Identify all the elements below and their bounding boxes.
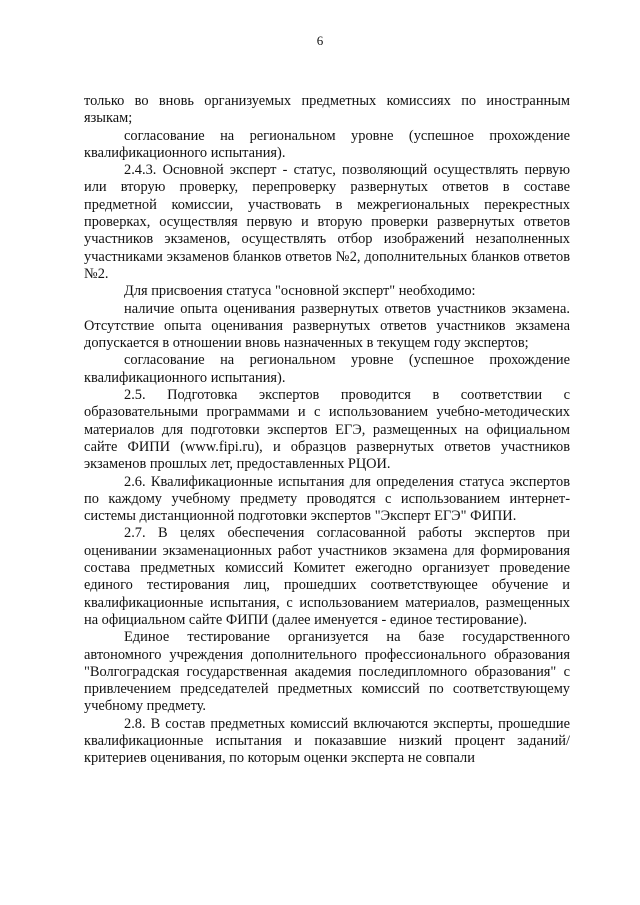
paragraph: 2.8. В состав предметных комиссий включаются эксперты, прошедшие квалификационные испытания и показавшие низкий процент заданий/критериев оценивания, по которым оценки эксперта не совпали — [84, 715, 570, 767]
paragraph: только во вновь организуемых предметных комиссиях по иностранным языкам; — [84, 93, 570, 127]
body-text — [84, 93, 570, 768]
paragraph: Для присвоения статуса "основной эксперт" необходимо: — [124, 283, 476, 300]
paragraph: 2.6. Квалификационные испытания для определения статуса экспертов по каждому учебному предмету проводятся с использованием интернет-системы дистанционной подготовки экспертов "Эксперт ЕГЭ" ФИПИ. — [84, 473, 570, 525]
page-number: 6 — [316, 33, 324, 48]
paragraph: наличие опыта оценивания развернутых ответов участников экзамена. Отсутствие опыта оценивания развернутых ответов участников экзамена допускается в отношении вновь назначенных в текущем году экспертов; — [84, 300, 570, 352]
paragraph: Единое тестирование организуется на базе государственного автономного учреждения дополнительного профессионального образования "Волгоградская государственная академия последипломного образования" с привлечением председателей предметных комиссий по соответствующему учебному предмету. — [84, 629, 570, 715]
paragraph: согласование на региональном уровне (успешное прохождение квалификационного испытания). — [84, 127, 570, 161]
paragraph: согласование на региональном уровне (успешное прохождение квалификационного испытания). — [84, 352, 570, 386]
paragraph: 2.7. В целях обеспечения согласованной работы экспертов при оценивании экзаменационных работ участников экзамена для формирования состава предметных комиссий Комитет ежегодно организует проведение единого тестирования лиц, прошедших соответствующее обучение и квалификационные испытания, с использованием материалов, размещенных на официальном сайте ФИПИ (далее именуется - единое тестирование). — [84, 525, 570, 628]
paragraph: 2.4.3. Основной эксперт - статус, позволяющий осуществлять первую или вторую проверку, перепроверку развернутых ответов в составе предметной комиссии, участвовать в межрегиональных перекрестных проверках, осуществляя первую и вторую проверки развернутых ответов участников экзаменов, осуществлять отбор изображений незаполненных участниками экзаменов бланков ответов №2, дополнительных бланков ответов №2. — [84, 162, 570, 282]
paragraph: 2.5. Подготовка экспертов проводится в соответствии с образовательными программами и с использованием учебно-методических материалов для подготовки экспертов ЕГЭ, размещенных на официальном сайте ФИПИ (www.fipi.ru), и образцов развернутых ответов участников экзаменов прошлых лет, предоставленных РЦОИ. — [84, 387, 570, 473]
